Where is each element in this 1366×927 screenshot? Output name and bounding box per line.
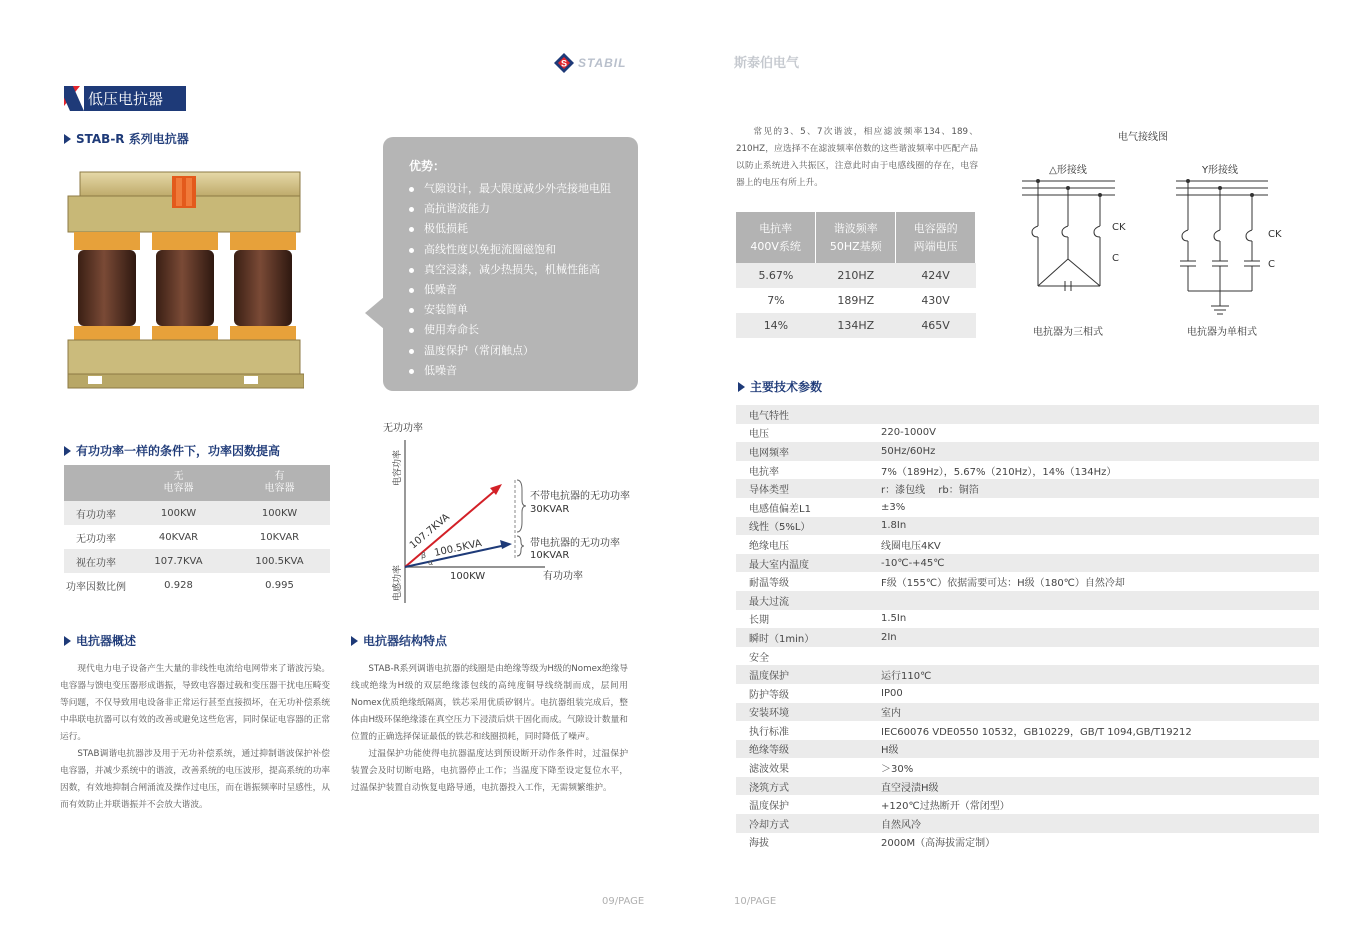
logo-mark-icon xyxy=(554,53,574,73)
advantage-item: 温度保护（常闭触点） xyxy=(409,341,638,361)
table-row: 浇筑方式 直空浸渍H级 xyxy=(736,777,1319,796)
note1-line1: 不带电抗器的无功功率 xyxy=(530,491,630,502)
structure-heading: 电抗器结构特点 xyxy=(351,632,447,649)
overview-text xyxy=(60,661,330,814)
y-connection xyxy=(1176,181,1268,314)
table-row: 安全 xyxy=(749,652,769,664)
y-title: Y形接线 xyxy=(1201,165,1239,176)
delta-title: △形接线 xyxy=(1049,165,1087,176)
advantage-item: 气隙设计，最大限度减少外壳接地电阻 xyxy=(409,179,638,199)
advantage-item: 高线性度以免扼流圈磁饱和 xyxy=(409,240,638,260)
bubble-pointer xyxy=(365,297,384,329)
y-ck-label: CK xyxy=(1268,229,1282,240)
advantage-item: 极低损耗 xyxy=(409,219,638,239)
harmonics-table xyxy=(736,212,976,338)
section-title-text: 低压电抗器 xyxy=(88,90,164,108)
delta-connection xyxy=(1022,181,1115,291)
table-row: 长期 1.5In xyxy=(749,613,907,627)
svg-text:S: S xyxy=(560,58,568,69)
base-label: 100KW xyxy=(450,571,486,582)
table-row: 温度保护 +120℃过热断开（常闭型） xyxy=(749,801,1010,813)
table-row: 无功功率 40KVAR 10KVAR xyxy=(76,531,300,545)
table-row: 海拔 2000M（高海拔需定制） xyxy=(749,838,996,850)
structure-paragraph: STAB-R系列调谐电抗器的线圈是由绝缘等级为H级的Nomex绝缘导线或绝缘为H级的双层绝缘漆包线的高纯度铜导线绕制而成，层间用Nomex优质绝缘纸隔离，铁芯采用优质矽钢片。电抗器组装完成后，整体由H级环保绝缘漆在真空压力下浸渍后烘干固化而成。气隙设计数量和位置的正确选择保证最低的铁芯和线圈损耗，同时降低了噪声。 xyxy=(351,664,628,742)
reactor-product-image xyxy=(64,168,304,392)
advantage-item: 安装简单 xyxy=(409,300,638,320)
x-axis-label: 有功功率 xyxy=(543,571,583,582)
wiring-title: 电气接线图 xyxy=(1118,132,1168,143)
beta-label: β xyxy=(421,551,427,560)
structure-text xyxy=(351,661,628,797)
section-title xyxy=(64,86,186,111)
table-row: 电压 220-1000V xyxy=(749,427,936,441)
page-number-right: 10/PAGE xyxy=(734,896,777,907)
advantage-item: 低噪音 xyxy=(409,361,638,381)
table-row: 执行标准 IEC60076 VDE0550 10532，GB10229，GB/T 1094,GB/T19212 xyxy=(749,726,1192,738)
brace-30kvar xyxy=(517,480,526,532)
triangle-bullet-icon xyxy=(64,134,71,144)
compare-heading: 有功功率一样的条件下，功率因数提高 xyxy=(64,442,280,459)
overview-paragraph: STAB调谐电抗器涉及用于无功补偿系统，通过抑制谐波保护补偿电容器，并减少系统中的谐波，改善系统的电压波形，提高系统的功率因数，有效地抑制合闸涌流及操作过电压，而在谐振频率时呈感性，从而有效防止并联谐振并不会放大谐波。 xyxy=(60,749,330,810)
wiring-diagram xyxy=(1010,126,1310,346)
logo-text: STABIL xyxy=(578,56,627,70)
table-row: 14% 134HZ 465V xyxy=(736,313,976,338)
capacitive-power-label: 电容功率 xyxy=(393,449,403,486)
brand-logo xyxy=(554,52,626,74)
table-row: 电气特性 xyxy=(736,405,1319,424)
table-row: 5.67% 210HZ 424V xyxy=(736,263,976,288)
table-row: 绝缘等级 H级 xyxy=(736,740,1319,759)
alpha-label: α xyxy=(428,558,434,567)
advantage-item: 高抗谐波能力 xyxy=(409,199,638,219)
delta-ck-label: CK xyxy=(1112,222,1126,233)
structure-paragraph: 过温保护功能使得电抗器温度达到预设断开动作条件时，过温保护装置会及时切断电路，电抗器停止工作；当温度下降至设定复位水平，过温保护装置自动恢复电路导通，电抗器投入工作，无需频繁维护。 xyxy=(351,749,628,793)
table-row: 温度保护 运行110℃ xyxy=(736,665,1319,684)
compare-table xyxy=(64,465,330,597)
note2-line2: 10KVAR xyxy=(530,550,570,561)
advantages-title: 优势： xyxy=(409,159,446,173)
table-row: 电感值偏差L1 ±3% xyxy=(749,501,906,515)
table-row: 绝缘电压 线圈电压4KV xyxy=(749,540,941,552)
spec-heading: 主要技术参数 xyxy=(738,378,822,395)
table-row: 冷却方式 自然风冷 xyxy=(736,814,1319,833)
y-caption: 电抗器为单相式 xyxy=(1187,327,1257,338)
triangle-bullet-icon xyxy=(64,636,71,646)
table-row: 7% 189HZ 430V xyxy=(767,294,950,307)
advantage-item: 使用寿命长 xyxy=(409,320,638,340)
table-row: 防护等级 IP00 xyxy=(749,687,903,701)
triangle-bullet-icon xyxy=(351,636,358,646)
table-row: 安装环境 室内 xyxy=(736,703,1319,722)
table-row: 功率因数比例 0.928 0.995 xyxy=(66,579,294,593)
blue-arrowhead xyxy=(500,540,512,549)
advantages-list xyxy=(409,179,638,381)
title-flag-icon xyxy=(64,86,84,111)
advantage-item: 低噪音 xyxy=(409,280,638,300)
y-c-label: C xyxy=(1268,259,1275,270)
table-row: 电抗率 7%（189Hz），5.67%（210Hz），14%（134Hz） xyxy=(749,466,1117,478)
overview-heading: 电抗器概述 xyxy=(64,632,136,649)
table-row: 最大过流 xyxy=(736,591,1319,610)
blue-vector-label: 100.5KVA xyxy=(433,538,483,559)
triangle-bullet-icon xyxy=(64,446,71,456)
harmonics-text xyxy=(736,124,978,192)
delta-caption: 电抗器为三相式 xyxy=(1033,327,1103,338)
table-header-row: 电抗率 400V系统 谐波频率 50HZ基频 电容器的 两端电压 xyxy=(736,212,976,263)
table-row: 耐温等级 F级（155℃）依据需要可达：H级（180℃）自然冷却 xyxy=(749,578,1125,590)
overview-paragraph: 现代电力电子设备产生大量的非线性电流给电网带来了谐波污染。电容器与馈电变压器形成谐振，导致电容器过载和变压器干扰电压畸变等问题，不仅导致用电设备非正常运行甚至直接损坏，在无功补偿系统中串联电抗器可以有效的改善或避免这些危害，同时保证电容器的正常运行。 xyxy=(60,664,330,742)
advantages-panel xyxy=(383,137,638,391)
power-vector-diagram xyxy=(380,418,650,608)
note1-line2: 30KVAR xyxy=(530,504,570,515)
table-row: 视在功率 107.7KVA 100.5KVA xyxy=(64,549,330,573)
inductive-power-label: 电感功率 xyxy=(393,564,403,601)
delta-c-label: C xyxy=(1112,253,1119,264)
product-heading: STAB-R 系列电抗器 xyxy=(64,130,189,147)
note2-line1: 带电抗器的无功功率 xyxy=(530,538,620,549)
table-row: 线性（5%L） 1.8In xyxy=(736,517,1319,536)
table-row: 导体类型 r：漆包线 rb：铜箔 xyxy=(736,479,1319,498)
table-row: 最大室内温度 -10℃-+45℃ xyxy=(736,554,1319,573)
table-row: 电网频率 50Hz/60Hz xyxy=(736,442,1319,461)
col-with-capacitor: 有 电容器 xyxy=(229,465,330,501)
table-header-row xyxy=(64,465,330,501)
red-vector-label: 107.7KVA xyxy=(407,511,452,552)
table-row: 有功功率 100KW 100KW xyxy=(64,501,330,525)
brace-10kvar xyxy=(517,536,524,556)
spec-table xyxy=(736,405,1319,851)
table-row: 瞬时（1min） 2In xyxy=(736,628,1319,647)
harmonics-paragraph: 常见的3、5、7次谐波，相应滤波频率134、189、210HZ，应选择不在滤波频率倍数的这些谐波频率中匹配产品以防止系统进入共振区，注意此时由于电感线圈的存在，电容器上的电压有所上升。 xyxy=(736,127,978,188)
top-axis-label: 无功功率 xyxy=(383,423,423,434)
table-row: 滤波效果 ＞30% xyxy=(749,764,914,776)
triangle-bullet-icon xyxy=(738,382,745,392)
col-no-capacitor: 无 电容器 xyxy=(128,465,229,501)
company-name: 斯泰伯电气 xyxy=(734,56,800,71)
page-number-left: 09/PAGE xyxy=(602,896,645,907)
advantage-item: 真空浸漆，减少热损失，机械性能高 xyxy=(409,260,638,280)
